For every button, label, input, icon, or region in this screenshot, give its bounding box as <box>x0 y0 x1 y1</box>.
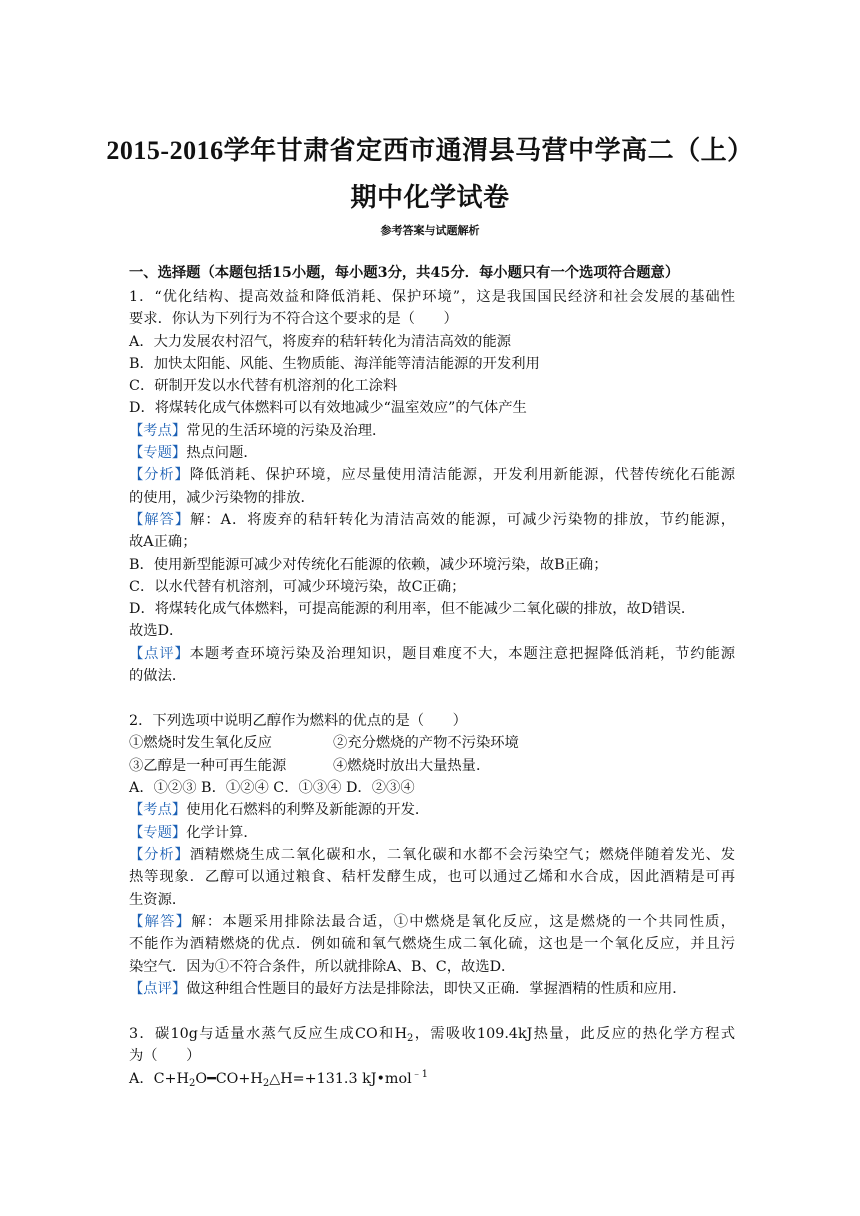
q2-item-3: ③乙醇是一种可再生能源 <box>129 758 287 774</box>
q1-zhuanti <box>129 442 735 464</box>
q2-kaodian-text: 使用化石燃料的利弊及新能源的开发． <box>186 802 430 818</box>
q3-opt-a-sub-2: 2 <box>262 1078 270 1089</box>
page-title-line-2: 期中化学试卷 <box>350 183 510 212</box>
q3-stem-text-b: ，需吸收109.4kJ热量，此反应的热化学方程式 <box>413 1026 735 1042</box>
q1-dianping-tag: 【点评】 <box>129 646 190 662</box>
q2-dianping-tag: 【点评】 <box>129 981 187 997</box>
q3-opt-a-sub-1: 2 <box>189 1078 196 1089</box>
q1-option-c: C．研制开发以水代替有机溶剂的化工涂料 <box>129 378 398 394</box>
q2-stem: 2．下列选项中说明乙醇作为燃料的优点的是（ ） <box>129 713 467 729</box>
q2-options: A．①②③ B．①②④ C．①③④ D．②③④ <box>129 780 415 796</box>
q1-option-b: B．加快太阳能、风能、生物质能、海洋能等清洁能源的开发利用 <box>129 356 540 372</box>
page-title-line-1: 2015-2016学年甘肃省定西市通渭县马营中学高二（上） <box>106 136 754 165</box>
q2-fenxi-text-1: 酒精燃烧生成二氧化碳和水，二氧化碳和水都不会污染空气；燃烧伴随着发光、发 <box>189 847 735 863</box>
q2-fenxi-line-1 <box>129 844 735 866</box>
q1-fenxi-line-2: 的使用，减少污染物的排放． <box>129 490 315 506</box>
q2-fenxi-tag: 【分析】 <box>129 847 190 863</box>
q2-zhuanti-text: 化学计算． <box>186 825 258 841</box>
q1-kaodian-tag: 【考点】 <box>129 423 187 439</box>
q1-jieda-line-2: 故A正确； <box>129 534 197 550</box>
q3-opt-a-text-2: O━CO+H <box>195 1071 263 1087</box>
q2-jieda-tag: 【解答】 <box>129 914 192 930</box>
q3-stem-line-1 <box>129 1023 735 1045</box>
q1-stem-line-2: 要求．你认为下列行为不符合这个要求的是（ ） <box>129 311 458 327</box>
q1-jieda-tag: 【解答】 <box>129 512 191 528</box>
q3-opt-a-text-3: △H=+131.3 kJ•mol <box>269 1071 412 1087</box>
section-heading: 一、选择题（本题包括15小题，每小题3分，共45分．每小题只有一个选项符合题意） <box>129 265 680 281</box>
q2-kaodian-tag: 【考点】 <box>129 802 187 818</box>
q1-fenxi-text-1: 降低消耗、保护环境，应尽量使用清洁能源，开发利用新能源，代替传统化石能源 <box>189 467 735 483</box>
q2-zhuanti-tag: 【专题】 <box>129 825 187 841</box>
q2-items-row-1 <box>129 732 735 754</box>
q1-jieda-line-1 <box>129 509 735 531</box>
q1-option-a: A．大力发展农村沼气，将废弃的秸轩转化为清洁高效的能源 <box>129 334 512 350</box>
q2-items-row-2 <box>129 755 735 777</box>
q3-stem-line-2: 为（ ） <box>129 1048 201 1064</box>
q2-jieda-line-3: 染空气．因为①不符合条件，所以就排除A、B、C，故选D． <box>129 959 516 975</box>
q1-kaodian-text: 常见的生活环境的污染及治理． <box>186 423 387 439</box>
q1-dianping-text-1: 本题考查环境污染及治理知识，题目难度不大，本题注意把握降低消耗，节约能源 <box>189 646 735 662</box>
q1-jieda-line-5: D．将煤转化成气体燃料，可提高能源的利用率，但不能减少二氧化碳的排放，故D错误． <box>129 601 696 617</box>
q2-jieda-text-1: 解：本题采用排除法最合适，①中燃烧是氧化反应，这是燃烧的一个共同性质， <box>191 914 736 930</box>
q2-dianping-text: 做这种组合性题目的最好方法是排除法，即快又正确．掌握酒精的性质和应用． <box>186 981 687 997</box>
q1-jieda-line-3: B．使用新型能源可减少对传统化石能源的依赖，减少环境污染，故B正确； <box>129 557 608 573</box>
q1-stem-line-1: 1．“优化结构、提高效益和降低消耗、保护环境”，这是我国国民经济和社会发展的基础性 <box>129 289 735 305</box>
q1-jieda-line-4: C．以水代替有机溶剂，可减少环境污染，故C正确； <box>129 579 466 595</box>
q2-item-1: ①燃烧时发生氧化反应 <box>129 735 272 751</box>
q1-fenxi-tag: 【分析】 <box>129 467 190 483</box>
q1-jieda-text-1: 解：A．将废弃的秸轩转化为清洁高效的能源，可减少污染物的排放，节约能源， <box>190 512 736 528</box>
q2-item-4: ④燃烧时放出大量热量． <box>333 758 491 774</box>
q3-opt-a-text-1: A．C+H <box>129 1071 190 1087</box>
q2-fenxi-line-3: 生资源． <box>129 892 187 908</box>
q2-jieda-line-1 <box>129 911 735 933</box>
q2-fenxi-line-2: 热等现象．乙醇可以通过粮食、秸杆发酵生成，也可以通过乙烯和水合成，因此酒精是可再 <box>129 869 735 885</box>
q1-kaodian <box>129 420 735 442</box>
q1-jieda-line-6: 故选D． <box>129 623 184 639</box>
q2-dianping <box>129 978 735 1000</box>
q3-stem-text-a: 3．碳10g与适量水蒸气反应生成CO和H <box>129 1026 408 1042</box>
q2-zhuanti <box>129 822 735 844</box>
q1-zhuanti-text: 热点问题． <box>186 445 258 461</box>
q1-fenxi-line-1 <box>129 464 735 486</box>
q1-option-d: D．将煤转化成气体燃料可以有效地减少“温室效应”的气体产生 <box>129 400 527 416</box>
q3-stem-subscript: 2 <box>407 1033 414 1044</box>
page-subtitle: 参考答案与试题解析 <box>380 224 480 237</box>
q2-kaodian <box>129 799 735 821</box>
q1-zhuanti-tag: 【专题】 <box>129 445 187 461</box>
q2-item-2: ②充分燃烧的产物不污染环境 <box>333 735 519 751</box>
q2-jieda-line-2: 不能作为酒精燃烧的优点．例如硫和氧气燃烧生成二氧化硫，这也是一个氧化反应，并且污 <box>129 936 735 952</box>
q3-opt-a-sup: ﹣1 <box>411 1069 429 1080</box>
q1-dianping-line-1 <box>129 643 735 665</box>
q1-dianping-line-2: 的做法． <box>129 668 187 684</box>
q3-option-a <box>129 1068 735 1090</box>
